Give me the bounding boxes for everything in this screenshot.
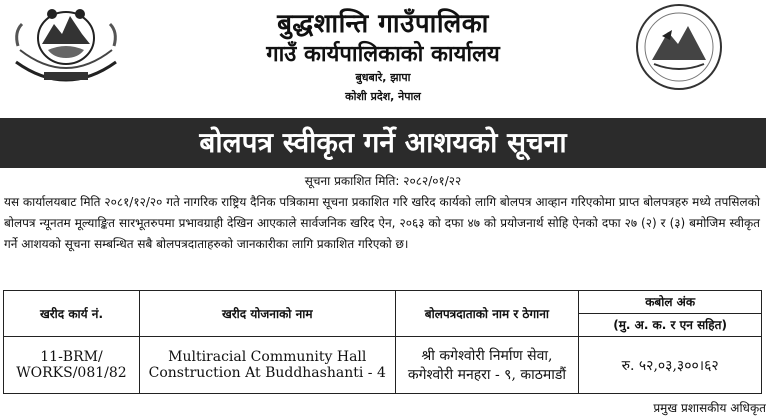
- notice-title: बोलपत्र स्वीकृत गर्ने आशयको सूचना: [0, 118, 766, 168]
- municipality-name: बुद्धशान्ति गाउँपालिका: [277, 9, 489, 39]
- bidder-address: कगेश्वोरी मनहरा - ९, काठमाडौं: [407, 367, 566, 383]
- bidder-name: श्री कगेश्वोरी निर्माण सेवा,: [421, 348, 553, 364]
- header-rate-sub: (मु. अ. क. र एन सहित): [579, 313, 761, 336]
- location-line-2: कोशी प्रदेश, नेपाल: [345, 90, 421, 103]
- cell-amount: रु. ५२,०३,३००।६२: [579, 337, 762, 394]
- header-bidder: बोलपत्रदाताको नाम र ठेगाना: [395, 291, 579, 337]
- table-header-row: [4, 291, 762, 337]
- signatory-title: प्रमुख प्रशासकीय अधिकृत: [653, 401, 766, 415]
- location-line-1: बुधबारे, झापा: [355, 71, 411, 84]
- office-name: गाउँ कार्यपालिकाको कार्यालय: [266, 42, 500, 67]
- award-table: [3, 290, 762, 394]
- notice-body: यस कार्यालयबाट मिति २०८१/१२/२० गते नागरिक राष्ट्रिय दैनिक पत्रिकामा सूचना प्रकाशित गरि खरिद कार्यको लागि बोलपत्र आव्हान गरिएकोमा प्राप्त बोलपत्रहरु मध्ये तपसिलको बोलपत्र न्यूनतम मूल्याङ्कित सारभूतरुपमा प्रभावग्राही देखिन आएकाले सार्वजनिक खरिद ऐन, २०६३ को दफा ४७ को प्रयोजनार्थ सोहि ऐनको दफा २७ (२) र (३) बमोजिम स्वीकृत गर्ने आशयको सूचना सम्बन्धित सबै बोलपत्रदाताहरुको जानकारीका लागि प्रकाशित गरिएको छ।: [4, 195, 760, 251]
- header-plan-name: खरीद योजनाको नाम: [139, 291, 395, 337]
- cell-work-no: 11-BRM/ WORKS/081/82: [4, 337, 140, 394]
- header-rate-label: कबोल अंक: [645, 295, 696, 309]
- municipality-logo-icon: [632, 2, 726, 92]
- publication-date: सूचना प्रकाशित मिति: २०८२/०१/२२: [304, 174, 462, 188]
- table-row: [4, 337, 762, 394]
- cell-bidder: [395, 337, 579, 394]
- header-rate: [579, 291, 762, 337]
- header-work-no: खरीद कार्य नं.: [4, 291, 140, 337]
- letterhead: [0, 0, 766, 118]
- cell-plan-name: Multiracial Community Hall Construction At Buddhashanti - 4: [139, 337, 395, 394]
